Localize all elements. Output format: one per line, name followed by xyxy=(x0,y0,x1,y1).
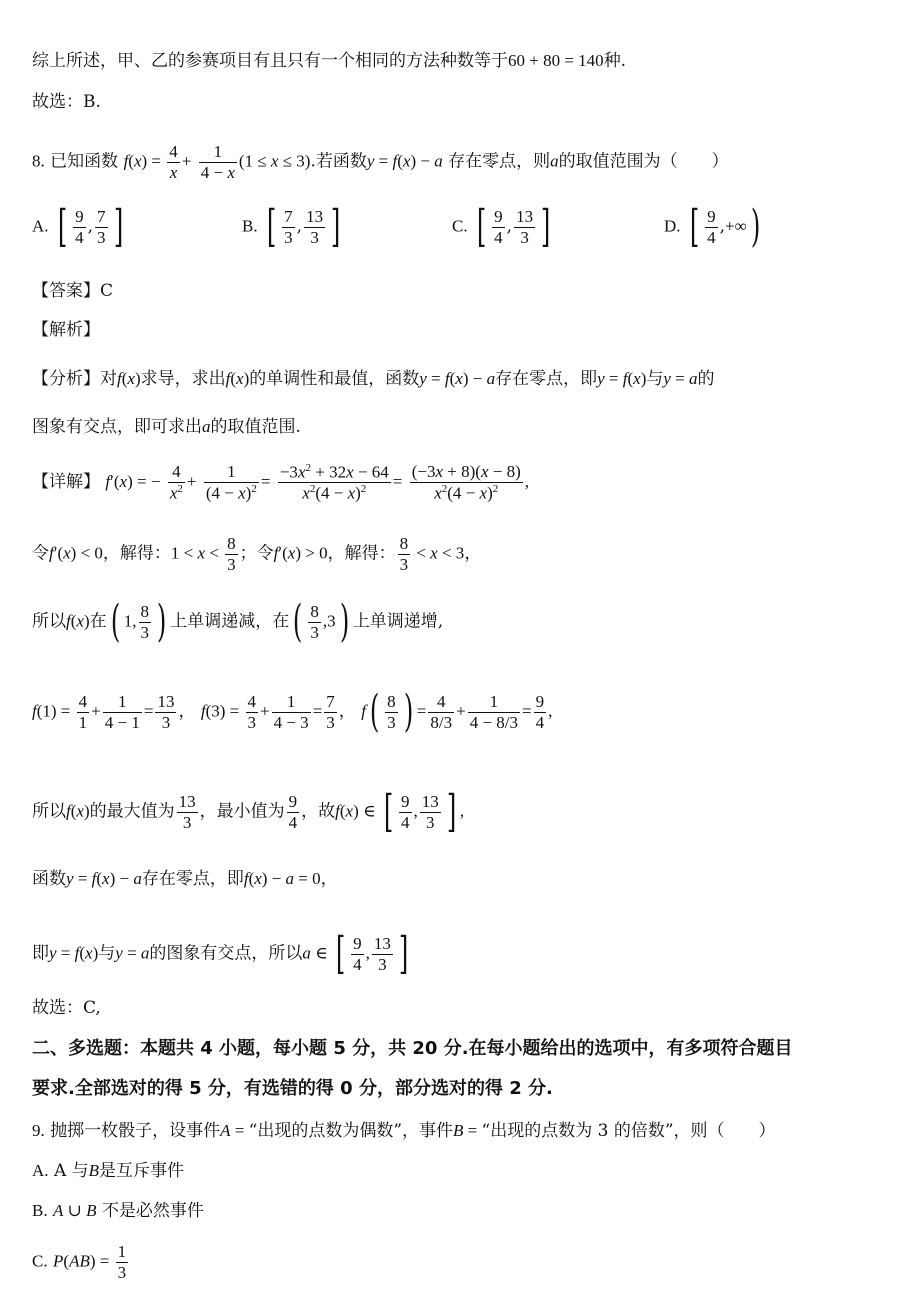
extreme-a: 所以 xyxy=(32,801,66,822)
extreme-d: ，故 xyxy=(301,801,336,822)
q9-stem-a: 抛掷一枚骰子，设事件 xyxy=(50,1121,221,1141)
option-a-label: A. xyxy=(32,216,49,236)
fenxi-h: 的取值范围. xyxy=(210,417,301,437)
option-c-left-den: 4 xyxy=(494,227,503,247)
frac-1-over-4-x: $\frac{1}{4 - x}$ xyxy=(200,142,235,182)
section2-heading-1: 二、多选题：本题共 4 小题，每小题 5 分，共 20 分.在每小题给出的选项中，有多项符合题目 xyxy=(32,1038,793,1059)
q8-stem-a: 已知函数 xyxy=(50,151,119,172)
zero-b: 存在零点，即 xyxy=(141,869,244,889)
zero-c: ， xyxy=(320,869,338,889)
ling-a: 令 xyxy=(32,543,49,564)
summary-line xyxy=(32,52,876,70)
summary-answer: 故选：B. xyxy=(32,92,101,112)
option-a: A. [ $\frac{9}{4}$ , $\frac{7}{3}$ ] xyxy=(32,201,123,252)
summary-text: 综上所述，甲、乙的参赛项目有且只有一个相同的方法种数等于 xyxy=(32,51,508,71)
option-c-left-num: 9 xyxy=(494,206,503,226)
summary-text-end: 种. xyxy=(603,51,627,71)
function-values-line: f(1) = $\frac{4}{1}$ + $\frac{1}{4 - 1}$ = $\frac{13}{3}$ ， f(3) = $\frac{4}{3}$ + $\frac{1}{4 - 3}$ = $\frac{7}{3}$ ， f( $\frac{8}{3}$ ) = $\frac{4}{8/3}$ + $\frac{1}{4 - 8/3}$ = $\frac{9}{4}$ , xyxy=(32,686,553,737)
ling-c: ；令 xyxy=(239,543,274,564)
analysis-title: 【解析】 xyxy=(32,320,100,340)
frac-4-over-x: $\frac{4}{x}$ xyxy=(169,142,178,182)
derivative-line: 【详解】 f′(x) = − $\frac{4}{x^2}$ + $\frac{1}{(4 - x)^2}$ = $\frac{-3x^2 + 32x - 64}{x^2(4 - x)^2}$ = $\frac{(-3x + 8)(x - 8)}{x^2(4 - x)^2}$ , xyxy=(32,462,529,503)
option-d-right: +∞ xyxy=(725,216,747,236)
intersection-line: 即y = f(x)与y = a的图象有交点，所以a ∈ [ $\frac{9}{4}$ , $\frac{13}{3}$ ] xyxy=(32,928,409,979)
q8-stem-d: 的取值范围为（ ） xyxy=(558,151,729,172)
xiangjie-tag: 【详解】 xyxy=(32,472,100,493)
mono-a: 所以 xyxy=(32,611,66,632)
q9-option-c-label: C. xyxy=(32,1251,48,1271)
monotonicity-line: 所以f(x)在( 1, $\frac{8}{3}$ ) 上单调递减，在( $\frac{8}{3}$ ,3) 上单调递增, xyxy=(32,596,444,647)
fenxi-c: 的单调性和最值，函数 xyxy=(249,369,420,389)
mono-c: 上单调递减，在 xyxy=(170,611,290,632)
intersect-c: 的图象有交点，所以 xyxy=(149,943,303,964)
analysis-paragraph-2: 图象有交点，即可求出a的取值范围. xyxy=(32,417,301,437)
option-b: B. [ $\frac{7}{3}$ , $\frac{13}{3}$ ] xyxy=(242,201,341,252)
option-c-right-den: 3 xyxy=(520,227,529,247)
option-c: C. [ $\frac{9}{4}$ , $\frac{13}{3}$ ] xyxy=(452,201,551,252)
q9-number: 9. xyxy=(32,1121,45,1140)
q9-option-a: A. A 与B是互斥事件 xyxy=(32,1161,185,1181)
q8-stem: 8. 已知函数 f(x) = $\frac{4}{x}$ + $\frac{1}{4 - x}$ (1 ≤ x ≤ 3).若函数y = f(x) − a 存在零点，则a的取值范围为（ ） xyxy=(32,142,729,182)
ling-e: ， xyxy=(464,543,482,564)
fenxi-e: 与 xyxy=(646,369,664,389)
option-c-right-num: 13 xyxy=(516,206,534,226)
extreme-c: ，最小值为 xyxy=(199,801,285,822)
q9-option-a-label: A. xyxy=(32,1161,49,1180)
sign-analysis-line: 令f′(x) < 0，解得：1 < x < $\frac{8}{3}$ ；令f′(x) > 0，解得： $\frac{8}{3}$ < x < 3， xyxy=(32,534,482,574)
summary-expr: 60 + 80 = 140 xyxy=(508,51,604,70)
option-b-left-num: 7 xyxy=(284,206,293,226)
mono-b: 在 xyxy=(89,611,107,632)
fenxi-f: 的 xyxy=(697,369,715,389)
option-b-right-num: 13 xyxy=(306,206,324,226)
option-a-right-den: 3 xyxy=(97,227,106,247)
fenxi-b: 求导，求出 xyxy=(140,369,226,389)
analysis-paragraph: 【分析】对f(x)求导，求出f(x)的单调性和最值，函数y = f(x) − a存在零点，即y = f(x)与y = a的 xyxy=(32,369,715,389)
q9-event-a: “出现的点数为偶数”，事件 xyxy=(248,1121,454,1141)
option-b-right-den: 3 xyxy=(310,227,319,247)
final-answer: 故选：C, xyxy=(32,998,101,1018)
q8-stem-b: .若函数 xyxy=(310,151,367,172)
q9-event-b: “出现的点数为 3 的倍数”，则（ ） xyxy=(481,1121,776,1141)
option-a-left-den: 4 xyxy=(75,227,84,247)
intersect-b: 与 xyxy=(98,943,116,964)
option-c-label: C. xyxy=(452,216,468,236)
option-d-left-num: 9 xyxy=(707,206,716,226)
q9-stem: 9. 抛掷一枚骰子，设事件A = “出现的点数为偶数”，事件B = “出现的点数为 3 的倍数”，则（ ） xyxy=(32,1121,776,1141)
extreme-b: 的最大值为 xyxy=(89,801,175,822)
extreme-line: 所以f(x)的最大值为 $\frac{13}{3}$ ，最小值为 $\frac{9}{4}$ ，故f(x) ∈ [ $\frac{9}{4}$ , $\frac{13}{3}$ ] , xyxy=(32,786,465,837)
q8-number: 8. xyxy=(32,151,45,171)
q9-option-a-text2: 是互斥事件 xyxy=(99,1161,185,1181)
ling-b: ，解得： xyxy=(102,543,171,564)
q9-option-c: C. P(AB) = $\frac{1}{3}$ xyxy=(32,1242,127,1282)
q9-option-b-text: 不是必然事件 xyxy=(101,1201,204,1221)
option-d-label: D. xyxy=(664,216,681,236)
fenxi-tag: 【分析】 xyxy=(32,369,100,389)
intersect-a: 即 xyxy=(32,943,49,964)
option-a-right-num: 7 xyxy=(97,206,106,226)
fenxi-g: 图象有交点，即可求出 xyxy=(32,417,202,437)
option-d-left-den: 4 xyxy=(707,227,716,247)
zero-line: 函数y = f(x) − a存在零点，即f(x) − a = 0， xyxy=(32,869,338,889)
q8-options xyxy=(32,201,876,255)
q9-option-a-text1: A 与 xyxy=(53,1161,89,1181)
q9-option-b: B. A ∪ B 不是必然事件 xyxy=(32,1201,204,1221)
option-b-left-den: 3 xyxy=(284,227,293,247)
option-a-left-num: 9 xyxy=(75,206,84,226)
fenxi-a: 对 xyxy=(100,369,117,389)
answer-line: 【答案】C xyxy=(32,281,114,301)
mono-d: 上单调递增, xyxy=(352,611,444,632)
section2-heading-2: 要求.全部选对的得 5 分，有选错的得 0 分，部分选对的得 2 分. xyxy=(32,1078,553,1099)
q9-option-b-label: B. xyxy=(32,1201,48,1220)
ling-d: ，解得： xyxy=(327,543,396,564)
option-b-label: B. xyxy=(242,216,258,236)
zero-a: 函数 xyxy=(32,869,66,889)
option-d: D. [ $\frac{9}{4}$ ,+∞) xyxy=(664,201,761,252)
fenxi-d: 存在零点，即 xyxy=(495,369,598,389)
q8-stem-c: 存在零点，则 xyxy=(448,151,551,172)
